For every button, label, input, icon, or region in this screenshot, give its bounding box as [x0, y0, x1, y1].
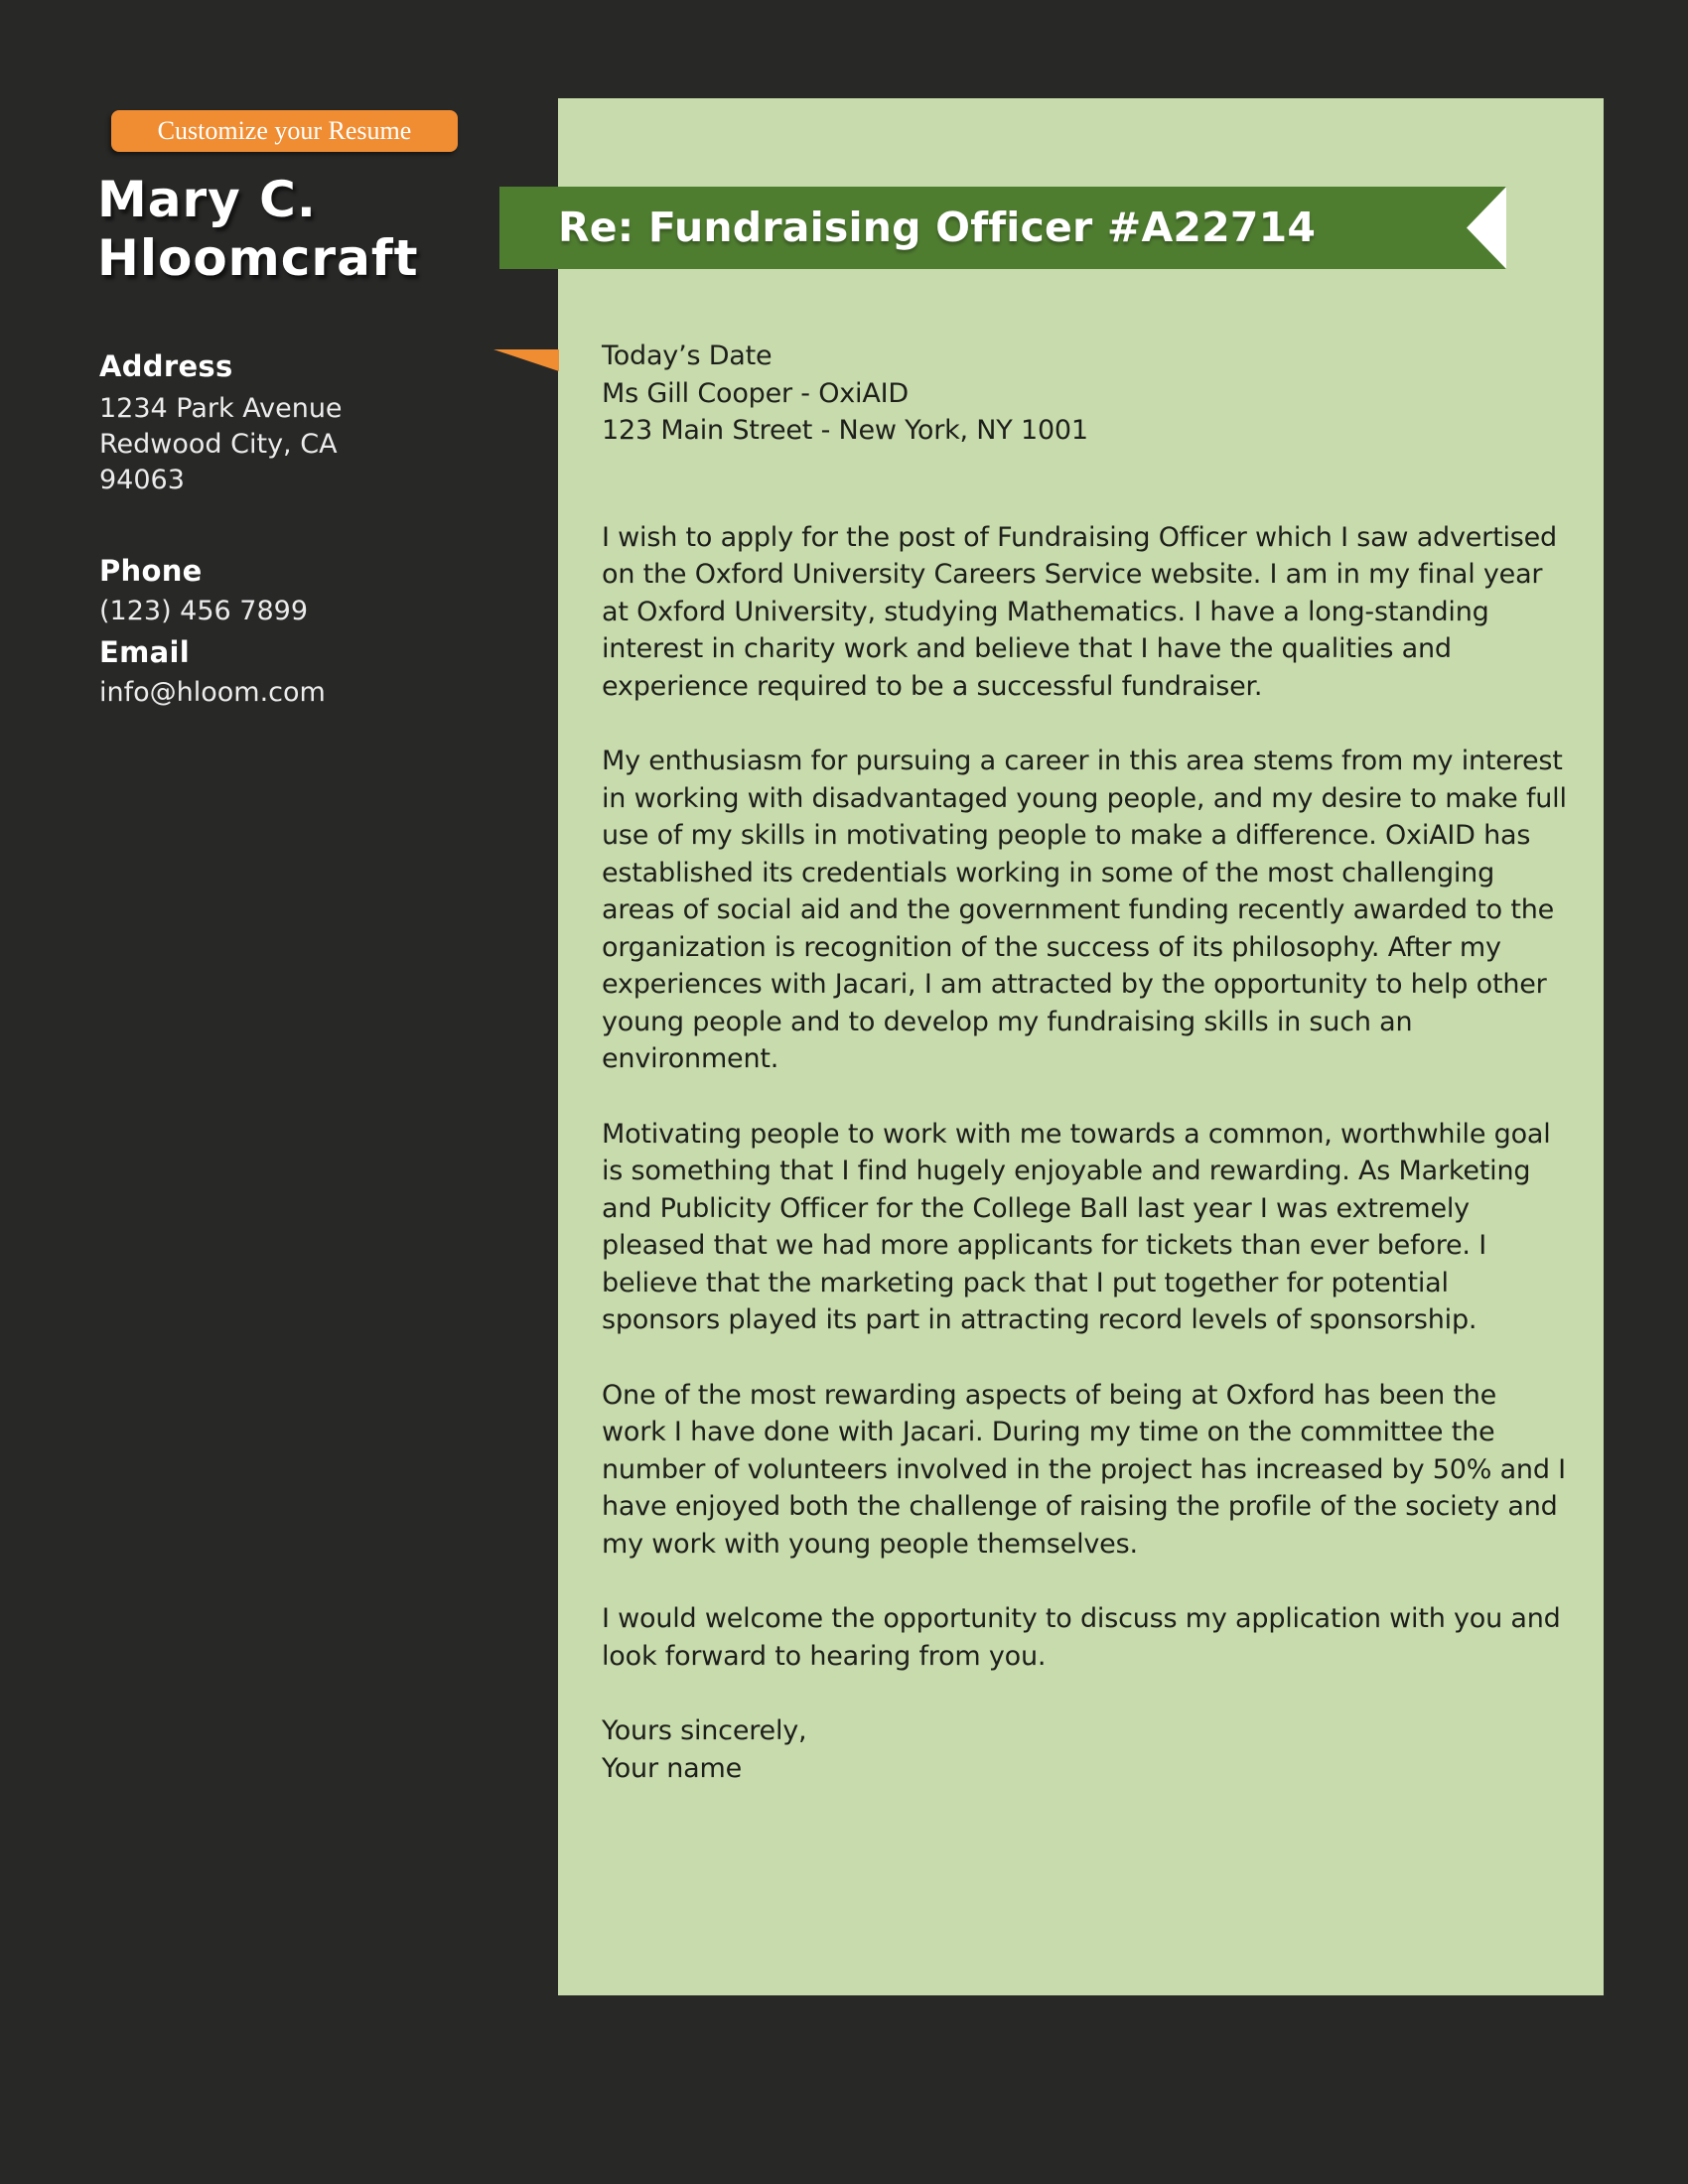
phone-heading: Phone	[99, 554, 203, 588]
ribbon-arrow-icon	[1467, 187, 1506, 269]
name-line-2: Hloomcraft	[97, 229, 419, 287]
subject-banner	[499, 187, 1506, 269]
phone-email-section	[99, 554, 326, 717]
subject-title: Re: Fundraising Officer #A22714	[558, 204, 1317, 251]
letter-paragraph: I wish to apply for the post of Fundraising Officer which I saw advertised on the Oxford University Careers Service website. I am in my final year at Oxford University, studying Mathematics. I have a long-standing interest in charity work and believe that I have the qualities and experience required to be a successful fundraiser.	[602, 521, 1557, 702]
recipient-block	[602, 338, 1567, 450]
closing-signature: Your name	[602, 1752, 742, 1784]
recipient-address-line: 123 Main Street - New York, NY 1001	[602, 415, 1088, 446]
phone-value: (123) 456 7899	[99, 596, 309, 626]
email-heading: Email	[99, 635, 190, 669]
address-line: Redwood City, CA	[99, 429, 338, 460]
address-section	[99, 349, 343, 498]
recipient-name-line: Ms Gill Cooper - OxiAID	[602, 377, 909, 409]
letter-body	[602, 338, 1567, 1787]
address-heading: Address	[99, 349, 233, 383]
customize-resume-button[interactable]: Customize your Resume	[111, 110, 458, 152]
address-line: 94063	[99, 465, 185, 495]
letter-paragraph: One of the most rewarding aspects of being at Oxford has been the work I have done with Jacari. During my time on the committee the number of volunteers involved in the project has increased by 50% and I have enjoyed both the challenge of raising the profile of the society and my work with young people themselves.	[602, 1379, 1566, 1560]
letter-paragraph: My enthusiasm for pursuing a career in this area stems from my interest in working with disadvantaged young people, and my desire to make full use of my skills in motivating people to make a difference. OxiAID has established its credentials working in some of the most challenging areas of social aid and the government funding recently awarded to the organization is recognition of the success of its philosophy. After my experiences with Jacari, I am attracted by the opportunity to help other young people and to develop my fundraising skills in such an environment.	[602, 746, 1567, 1074]
closing-block	[602, 1712, 1567, 1787]
email-value: info@hloom.com	[99, 677, 326, 708]
orange-accent-triangle-icon	[493, 349, 559, 371]
address-line: 1234 Park Avenue	[99, 393, 343, 424]
candidate-name	[97, 171, 418, 288]
closing-salutation: Yours sincerely,	[602, 1715, 807, 1746]
letter-paragraph: I would welcome the opportunity to discuss my application with you and look forward to hearing from you.	[602, 1603, 1561, 1672]
date-line: Today’s Date	[602, 341, 773, 371]
letter-paragraph: Motivating people to work with me towards a common, worthwhile goal is something that I find hugely enjoyable and rewarding. As Marketing and Publicity Officer for the College Ball last year I was extremely pleased that we had more applicants for tickets than ever before. I believe that the marketing pack that I put together for potential sponsors played its part in attracting record levels of sponsorship.	[602, 1118, 1551, 1335]
name-line-1: Mary C.	[97, 171, 317, 228]
